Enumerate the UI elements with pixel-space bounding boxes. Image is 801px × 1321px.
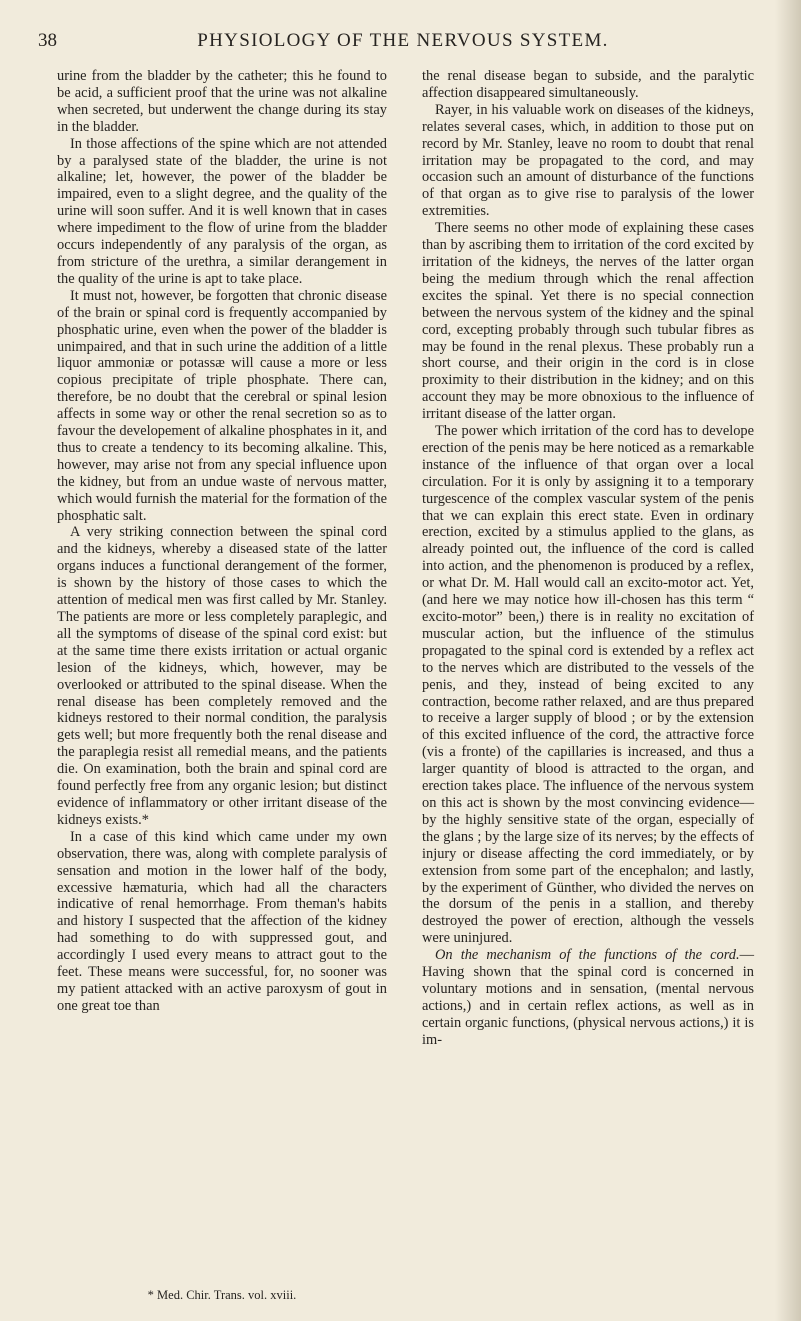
paragraph: In those affections of the spine which are not attended by a paralysed state of the bladder, the urine is not alkaline; let, however, the power of the bladder be impaired, even to a slight degree, and the quality of the urine will soon suffer. And it is well known that in cases where impediment to the flow of urine from the bladder occurs independently of any paralysis of the organ, as from stricture of the urethra, a similar derangement in the quality of the urine is apt to take place. [57,135,387,287]
section-paragraph [422,947,754,1048]
page-header [38,30,768,54]
paragraph: It must not, however, be forgotten that chronic disease of the brain or spinal cord is frequently accompanied by phosphatic urine, even when the power of the bladder is unimpaired, and that in such urine the addition of a little liquor ammoniæ or potassæ will cause a more or less copious precipitate of triple phosphate. There can, therefore, be no doubt that the cerebral or spinal lesion affects in some way or other the renal secretion so as to favour the developement of alkaline phosphates in it, and thus to create a tendency to its becoming alkaline. This, however, may arise not from any special influence upon the kidney, but from an undue waste of nervous matter, which would furnish the material for the formation of the phosphatic salt. [57,287,387,524]
section-text: —Having shown that the spinal cord is concerned in voluntary motions and in sensation, (mental nervous actions,) and in certain reflex actions, as well as in certain organic functions, (physical nervous actions,) it is im- [422,947,754,1048]
paragraph: In a case of this kind which came under my own observation, there was, along with complete paralysis of sensation and motion in the lower half of the body, excessive hæmaturia, which had all the characters indicative of renal hemorrhage. From theman's habits and history I suspected that the affection of the kidney had something to do with suppressed gout, and accordingly I used every means to attract gout to the feet. These means were successful, for, no sooner was my patient attacked with an active paroxysm of gout in one great toe than [57,828,387,1014]
footnote: * Med. Chir. Trans. vol. xviii. [147,1288,297,1302]
paragraph: the renal disease began to subside, and the paralytic affection disappeared simultaneously. [422,68,754,101]
paragraph: The power which irritation of the cord has to develope erection of the penis may be here noticed as a remarkable instance of the influence of that organ over a local circulation. For it is only by assigning it to a temporary turgescence of the complex vascular system of the penis that we can explain this erect state. Even in ordinary erection, excited by a stimulus applied to the glans, as already pointed out, the influence of the cord is called into action, and the phenomenon is produced by a reflex, or what Dr. M. Hall would call an excito-motor act. Yet, (and here we may notice how ill-chosen has this term “ excito-motor” been,) there is in reality no excitation of muscular action, but the influence of the stimulus propagated to the spinal cord is extended by a reflex act to the nerves which are distributed to the vessels of the penis, and they, instead of being excited to any contraction, become rather relaxed, and are thus prepared to receive a larger supply of blood ; or by the extension of this excited influence of the cord, the attractive force (vis a fronte) of the capillaries is increased, and thus a larger quantity of blood is attracted to the organ, and erection takes place. The influence of the nervous system on this act is shown by the most convincing evidence—by the highly sensitive state of the organ, especially of the glans ; by the large size of its nerves; by the effects of injury or disease affecting the cord immediately, or by extension from some part of the encephalon; and lastly, by the experiment of Günther, who divided the nerves on the dorsum of the penis in a stallion, and thereby destroyed the power of erection, although the vessels were uninjured. [422,423,754,947]
left-column [57,68,387,1015]
running-head: PHYSIOLOGY OF THE NERVOUS SYSTEM. [197,30,609,51]
page-edge-shadow [775,0,801,1321]
section-heading: On the mechanism of the functions of the cord. [435,947,740,964]
page-number: 38 [38,30,57,51]
paragraph: There seems no other mode of explaining these cases than by ascribing them to irritation of the cord excited by irritation of the kidneys, the nerves of the latter organ being the medium through which the renal affection excites the spinal. Yet there is no special connection between the nervous system of the kidney and the spinal cord, excepting probably through such tubular fibres as may be found in the renal plexus. These probably run a short course, and their origin in the cord is in close proximity to their distribution in the kidney; and on this account they may be more obnoxious to the influence of irritant disease of the latter organ. [422,220,754,423]
paragraph: Rayer, in his valuable work on diseases of the kidneys, relates several cases, which, in addition to those put on record by Mr. Stanley, leave no room to doubt that renal irritation may be propagated to the cord, and may occasion such an amount of disturbance of the functions of that organ as to give rise to paralysis of the lower extremities. [422,101,754,220]
right-column [422,68,754,1049]
paragraph: A very striking connection between the spinal cord and the kidneys, whereby a diseased state of the latter organs induces a functional derangement of the former, is shown by the history of those cases to which the attention of medical men was first called by Mr. Stanley. The patients are more or less completely paraplegic, and all the symptoms of disease of the spinal cord exist: but at the same time there exists irritation or actual organic lesion of the kidneys, which, however, may be overlooked or attributed to the spinal disease. When the renal disease has been completely removed and the kidneys restored to their normal condition, the paralysis gets well; but more frequently both the renal disease and the paraplegia resist all remedial means, and the patients die. On examination, both the brain and spinal cord are found perfectly free from any organic lesion; but distinct evidence of inflammatory or other irritant disease of the kidneys exists.* [57,524,387,828]
paragraph: urine from the bladder by the catheter; this he found to be acid, a sufficient proof that the urine was not alkaline when secreted, but underwent the change during its stay in the bladder. [57,68,387,135]
